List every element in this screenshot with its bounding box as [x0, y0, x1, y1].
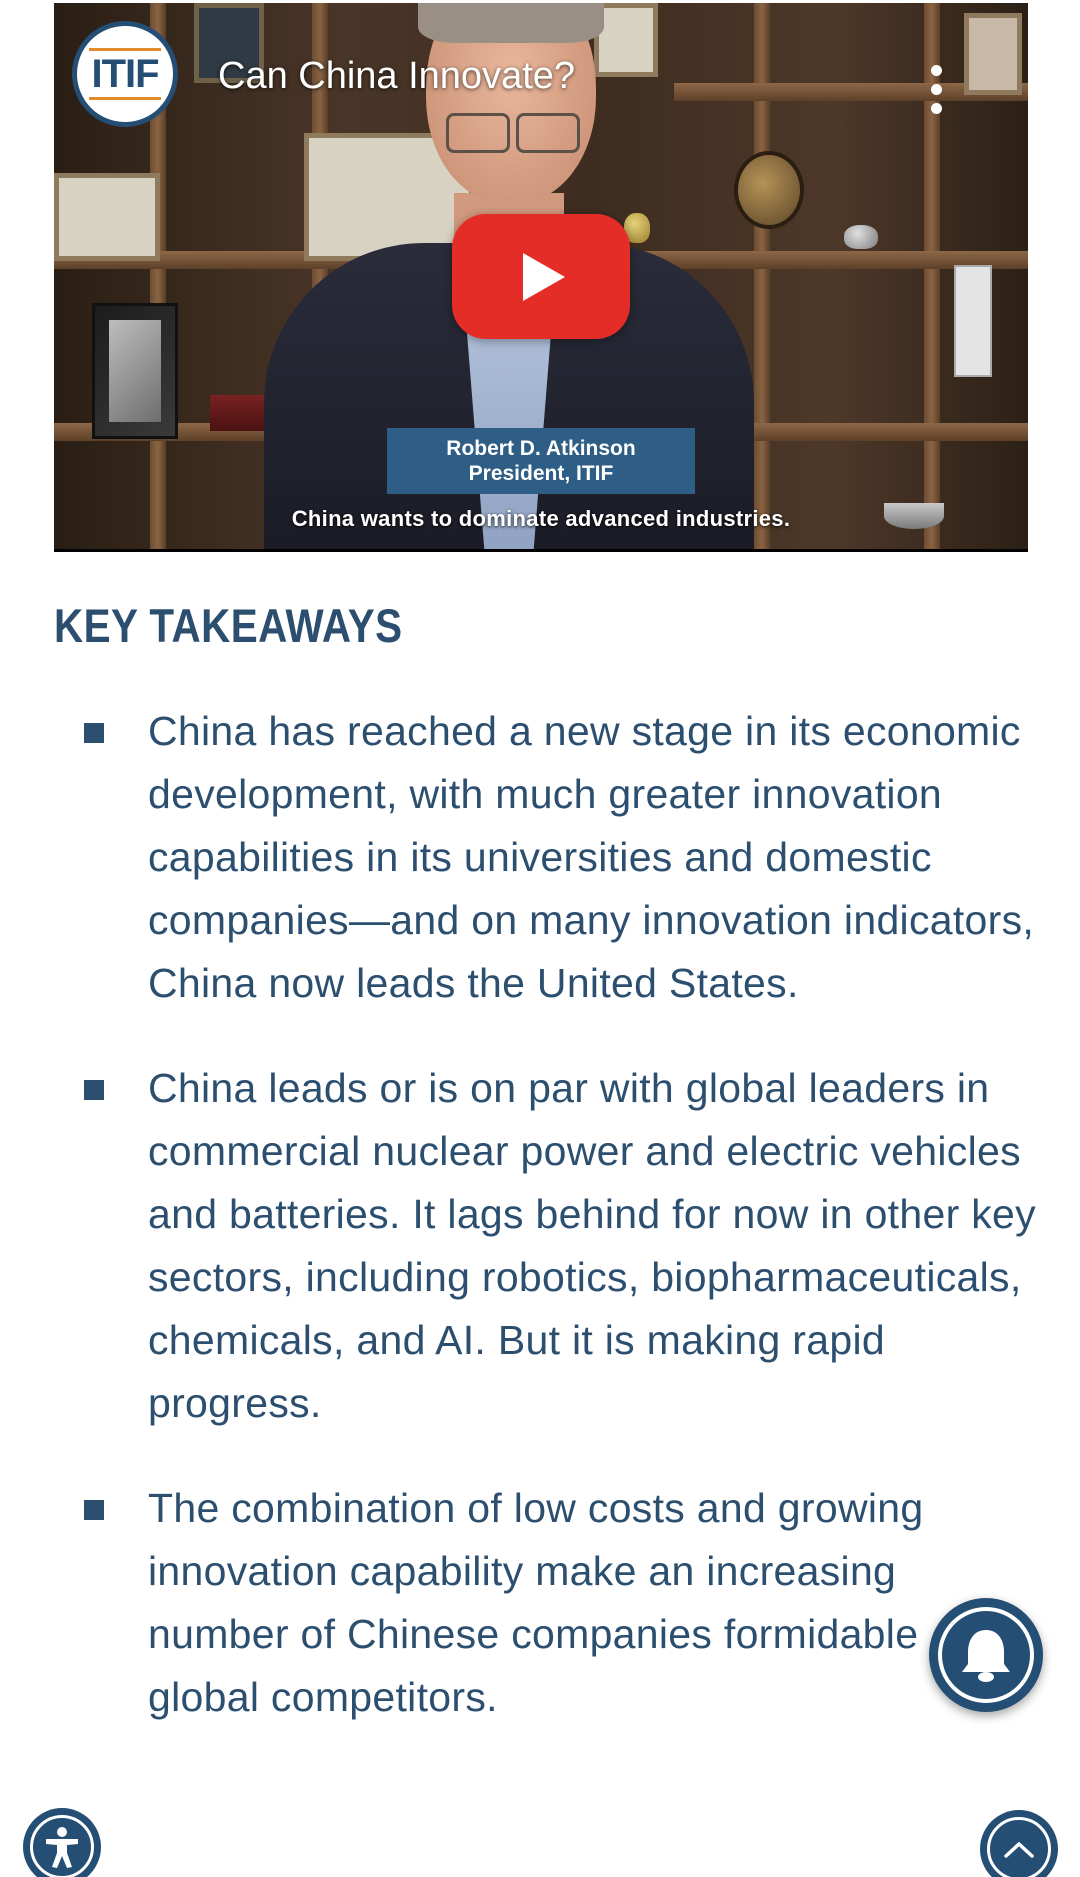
scroll-to-top-button[interactable] [980, 1810, 1058, 1877]
channel-logo-text: ITIF [89, 48, 160, 100]
accessibility-button[interactable] [23, 1808, 101, 1877]
channel-logo[interactable] [72, 21, 178, 127]
video-caption: China wants to dominate advanced industries. [291, 506, 791, 531]
play-icon [513, 249, 569, 305]
play-button[interactable] [452, 214, 630, 339]
speaker-lower-third [387, 428, 695, 494]
section-heading: KEY TAKEAWAYS [54, 599, 403, 652]
notification-bell-button[interactable] [929, 1598, 1043, 1712]
list-item [0, 700, 1080, 1015]
more-options-icon[interactable] [930, 65, 942, 114]
chevron-up-icon [1002, 1838, 1036, 1860]
square-bullet-icon [84, 1500, 104, 1520]
takeaway-text: The combination of low costs and growing innovation capability make an increasing number of Chinese companies formidable global competitors. [148, 1485, 924, 1720]
video-player[interactable] [54, 3, 1028, 552]
list-item [0, 1057, 1080, 1435]
takeaway-text: China has reached a new stage in its economic development, with much greater innovation capabilities in its universities and domestic companies—and on many innovation indicators, China now leads the United States. [148, 708, 1035, 1006]
square-bullet-icon [84, 1080, 104, 1100]
accessibility-icon [42, 1825, 82, 1869]
speaker-name: Robert D. Atkinson [446, 437, 636, 460]
takeaways-list [0, 700, 1080, 1771]
list-item [0, 1477, 1080, 1729]
speaker-role: President, ITIF [468, 462, 614, 485]
video-title[interactable]: Can China Innovate? [218, 55, 576, 97]
bell-icon [958, 1626, 1014, 1684]
takeaway-text: China leads or is on par with global leaders in commercial nuclear power and electric vehicles and batteries. It lags behind for now in other key sectors, including robotics, biopharmaceuticals, chemicals, and AI. But it is making rapid progress. [148, 1065, 1036, 1426]
square-bullet-icon [84, 723, 104, 743]
